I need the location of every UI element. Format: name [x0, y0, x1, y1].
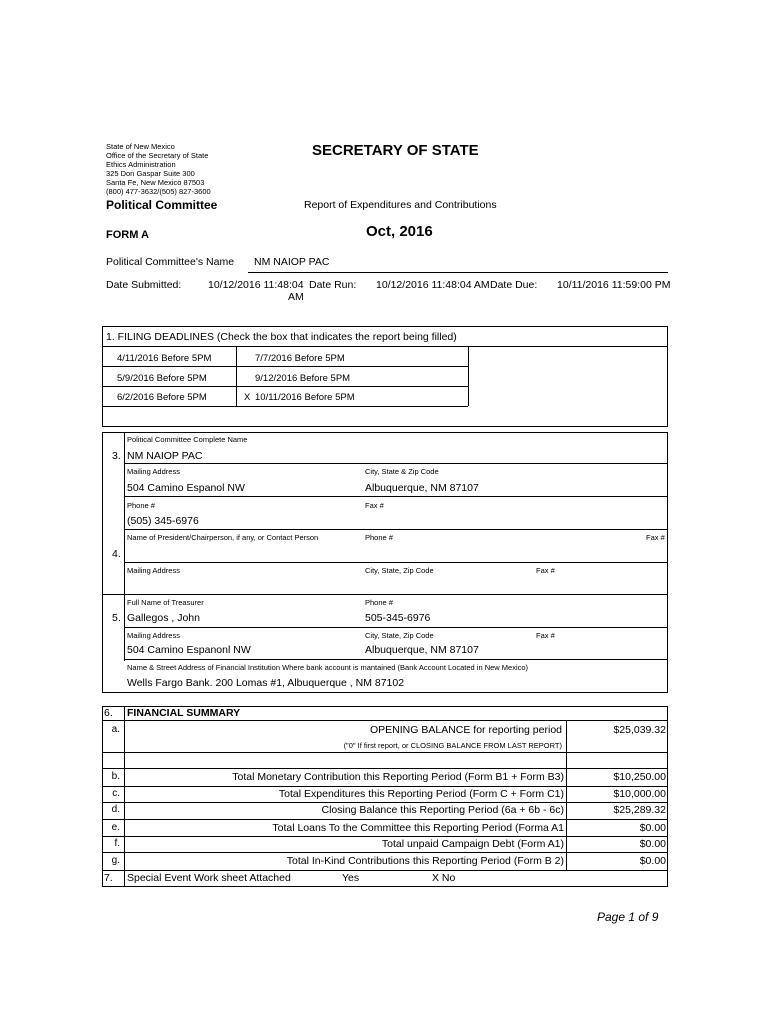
- divider: [102, 768, 668, 769]
- deadline-option: 7/7/2016 Before 5PM: [255, 353, 345, 364]
- special-event-no: X No: [432, 872, 456, 884]
- address-line: (800) 477-3632/(505) 827-3600: [106, 187, 211, 196]
- row-value: $0.00: [639, 838, 666, 850]
- divider: [102, 720, 668, 721]
- row-value: $0.00: [639, 822, 666, 834]
- form-label: FORM A: [106, 229, 149, 241]
- committee-type: Political Committee: [106, 198, 218, 212]
- row-label: Total Monetary Contribution this Reporting Period (Form B1 + Form B3): [232, 771, 564, 783]
- field-label: Fax #: [536, 566, 555, 575]
- opening-balance-label: OPENING BALANCE for reporting period: [370, 724, 562, 736]
- mailing-address-value: 504 Camino Espanol NW: [127, 482, 245, 494]
- report-period: Oct, 2016: [366, 223, 433, 240]
- divider: [124, 496, 668, 497]
- address-line: 325 Don Gaspar Suite 300: [106, 169, 195, 178]
- row-value: $0.00: [639, 855, 666, 867]
- field-label: Name & Street Address of Financial Institution Where bank account is mantained (Bank Account Located in New Mexico): [127, 663, 529, 672]
- committee-name-value: NM NAIOP PAC: [254, 256, 330, 268]
- deadline-option: 4/11/2016 Before 5PM: [117, 353, 212, 364]
- row-letter: g.: [111, 855, 120, 866]
- treasurer-phone-value: 505-345-6976: [365, 612, 431, 624]
- row-label: Total unpaid Campaign Debt (Form A1): [381, 838, 564, 850]
- divider: [102, 819, 668, 820]
- divider: [236, 346, 237, 406]
- committee-name-label: Political Committee's Name: [106, 256, 235, 268]
- field-label: Name of President/Chairperson, if any, or Contact Person: [127, 533, 319, 542]
- treasurer-city-value: Albuquerque, NM 87107: [365, 644, 479, 656]
- opening-balance-value: $25,039.32: [613, 724, 666, 736]
- address-line: Office of the Secretary of State: [106, 151, 209, 160]
- row-value: $10,000.00: [613, 788, 666, 800]
- divider: [102, 802, 668, 803]
- row-value: $25,289.32: [613, 804, 666, 816]
- field-label: Fax #: [646, 533, 665, 542]
- page-title: SECRETARY OF STATE: [312, 142, 479, 159]
- date-run-value: 10/12/2016 11:48:04 AM: [376, 279, 490, 291]
- section-number: 5.: [112, 612, 121, 624]
- date-submitted-label: Date Submitted:: [106, 279, 182, 291]
- field-label: City, State, Zip Code: [365, 631, 434, 640]
- special-event-label: Special Event Work sheet Attached: [127, 872, 291, 884]
- field-label: Fax #: [365, 501, 384, 510]
- divider: [102, 752, 668, 753]
- date-due-label: Date Due:: [490, 279, 538, 291]
- divider: [102, 594, 668, 595]
- field-label: City, State, Zip Code: [365, 566, 434, 575]
- divider: [124, 463, 668, 464]
- divider: [102, 366, 468, 367]
- row-value: $10,250.00: [613, 771, 666, 783]
- divider: [124, 562, 668, 563]
- address-line: Ethics Administration: [106, 160, 176, 169]
- row-letter: f.: [114, 838, 120, 849]
- opening-balance-note: ("0" If first report, or CLOSING BALANCE FROM LAST REPORT): [343, 741, 562, 750]
- divider: [102, 852, 668, 853]
- field-label: Mailing Address: [127, 631, 180, 640]
- financial-summary-heading: FINANCIAL SUMMARY: [127, 707, 241, 719]
- treasurer-mailing-value: 504 Camino Espanonl NW: [127, 644, 251, 656]
- field-label: City, State & Zip Code: [365, 467, 439, 476]
- row-letter: b.: [111, 771, 120, 782]
- deadline-option: 10/11/2016 Before 5PM: [255, 392, 355, 403]
- agency-address: [106, 142, 211, 196]
- divider: [124, 529, 668, 530]
- page-number: Page 1 of 9: [597, 910, 659, 924]
- divider: [566, 720, 567, 870]
- divider: [468, 346, 469, 406]
- row-label: Total Loans To the Committee this Reporting Period (Forma A1: [272, 822, 564, 834]
- divider: [102, 406, 468, 407]
- row-letter: e.: [111, 822, 120, 833]
- filing-deadlines-heading: 1. FILING DEADLINES (Check the box that indicates the report being filled): [106, 331, 457, 343]
- address-line: Santa Fe, New Mexico 87503: [106, 178, 205, 187]
- section-number: 6.: [104, 707, 113, 719]
- section-number: 3.: [112, 450, 121, 462]
- report-title: Report of Expenditures and Contributions: [304, 199, 497, 211]
- divider: [102, 786, 668, 787]
- row-letter: c.: [112, 788, 120, 799]
- row-label: Closing Balance this Reporting Period (6a + 6b - 6c): [321, 804, 564, 816]
- field-label: Mailing Address: [127, 467, 180, 476]
- field-label: Fax #: [536, 631, 555, 640]
- section-number: 7.: [104, 872, 113, 884]
- field-label: Political Committee Complete Name: [127, 435, 248, 444]
- field-label: Full Name of Treasurer: [127, 598, 204, 607]
- date-run-label: Date Run:: [309, 279, 357, 291]
- date-due-value: 10/11/2016 11:59:00 PM: [557, 279, 671, 291]
- address-line: State of New Mexico: [106, 142, 175, 151]
- committee-complete-name: NM NAIOP PAC: [127, 450, 203, 462]
- divider: [124, 659, 668, 660]
- section-number: 4.: [112, 548, 121, 560]
- date-submitted-value: 10/12/2016 11:48:04: [208, 279, 304, 291]
- city-value: Albuquerque, NM 87107: [365, 482, 479, 494]
- divider: [102, 346, 668, 347]
- deadline-option: 5/9/2016 Before 5PM: [117, 373, 207, 384]
- divider: [102, 386, 468, 387]
- divider: [124, 627, 668, 628]
- row-letter: d.: [111, 804, 120, 815]
- deadline-option: 6/2/2016 Before 5PM: [117, 392, 207, 403]
- divider: [102, 870, 668, 871]
- deadline-option: 9/12/2016 Before 5PM: [255, 373, 351, 384]
- divider: [248, 272, 668, 273]
- row-label: Total In-Kind Contributions this Reporting Period (Form B 2): [286, 855, 564, 867]
- deadline-check-mark: X: [244, 392, 251, 403]
- field-label: Phone #: [365, 598, 393, 607]
- treasurer-name-value: Gallegos , John: [127, 612, 200, 624]
- date-submitted-ampm: AM: [288, 291, 304, 303]
- row-label: Total Expenditures this Reporting Period (Form C + Form C1): [278, 788, 564, 800]
- divider: [124, 706, 125, 887]
- field-label: Phone #: [127, 501, 155, 510]
- field-label: Phone #: [365, 533, 393, 542]
- divider: [102, 836, 668, 837]
- special-event-yes: Yes: [342, 872, 360, 884]
- field-label: Mailing Address: [127, 566, 180, 575]
- phone-value: (505) 345-6976: [127, 515, 199, 527]
- bank-value: Wells Fargo Bank. 200 Lomas #1, Albuquerque , NM 87102: [127, 677, 405, 689]
- row-letter: a.: [111, 724, 120, 735]
